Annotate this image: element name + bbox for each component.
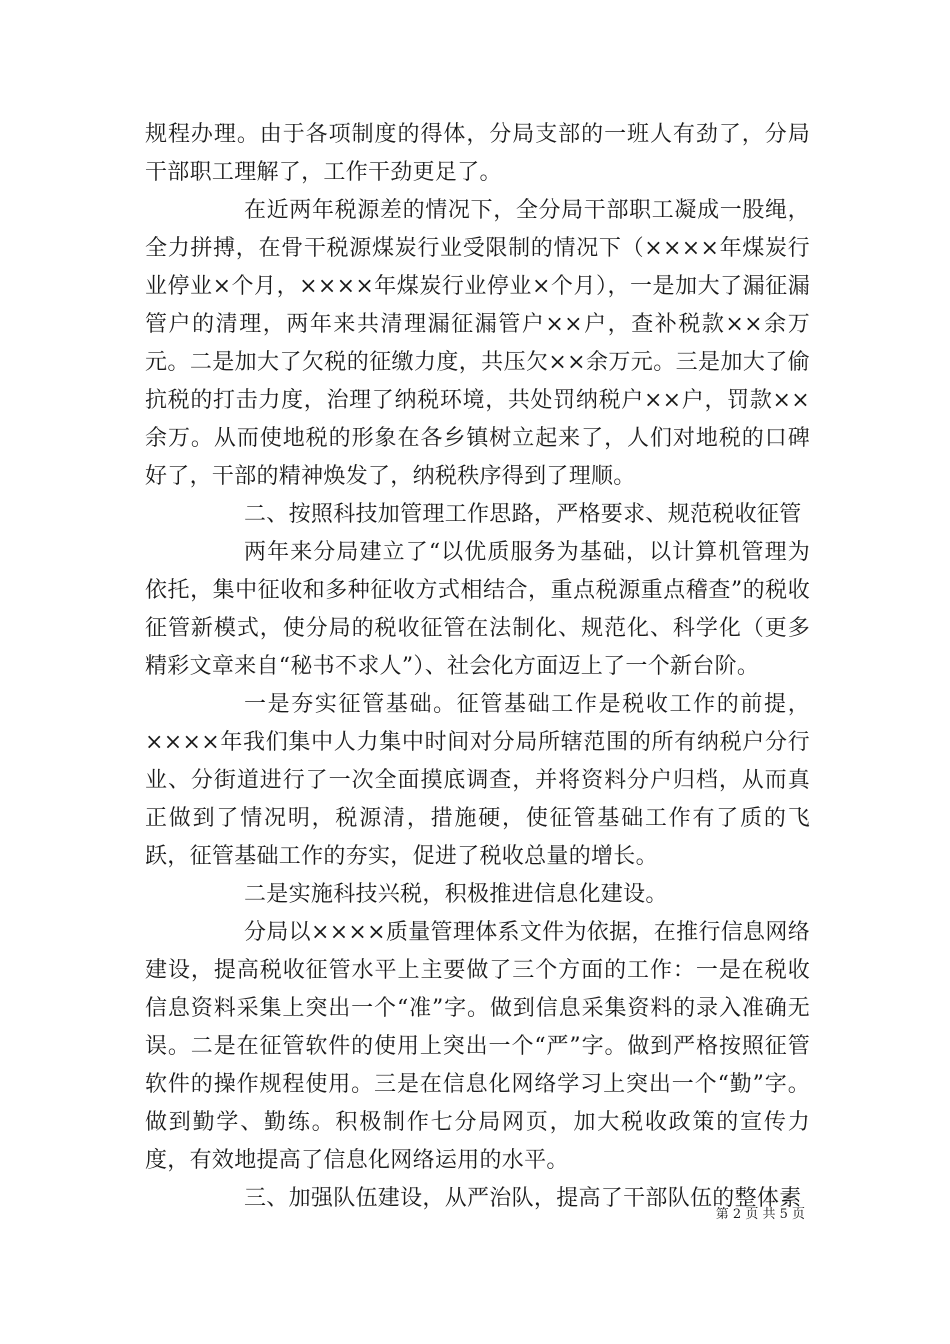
paragraph-information-network: 分局以××××质量管理体系文件为依据，在推行信息网络建设，提高税收征管水平上主要做了三个方面的工作：一是在税收信息资料采集上突出一个“准”字。做到信息采集资料的录入准确无误。二是在征管软件的使用上突出一个“严”字。做到严格按照征管软件的操作规程使用。三是在信息化网络学习上突出一个“勤”字。做到勤学、勤练。积极制作七分局网页，加大税收政策的宣传力度，有效地提高了信息化网络运用的水平。 xyxy=(145,920,810,1173)
paragraph-tax-source: 在近两年税源差的情况下，全分局干部职工凝成一股绳，全力拼搏，在骨干税源煤炭行业受限制的情况下（××××年煤炭行业停业×个月，××××年煤炭行业停业×个月），一是加大了漏征漏管户的清理，两年来共清理漏征漏管户××户，查补税款××余万元。二是加大了欠税的征缴力度，共压欠××余万元。三是加大了偷抗税的打击力度，治理了纳税环境，共处罚纳税户××户，罚款××余万。从而使地税的形象在各乡镇树立起来了，人们对地税的口碑好了，干部的精神焕发了，纳税秩序得到了理顺。 xyxy=(145,198,810,489)
document-body xyxy=(145,116,810,1218)
paragraph-continuation: 规程办理。由于各项制度的得体，分局支部的一班人有劲了，分局干部职工理解了，工作干劲更足了。 xyxy=(145,122,810,185)
section-heading-2: 二、按照科技加管理工作思路，严格要求、规范税收征管 xyxy=(244,502,802,527)
paragraph-tech-heading: 二是实施科技兴税，积极推进信息化建设。 xyxy=(244,882,668,907)
paragraph-collection-model: 两年来分局建立了“以优质服务为基础，以计算机管理为依托，集中征收和多种征收方式相结合，重点税源重点稽查”的税收征管新模式，使分局的税收征管在法制化、规范化、科学化（更多精彩文章来自“秘书不求人”）、社会化方面迈上了一个新台阶。 xyxy=(145,540,810,679)
paragraph-foundation: 一是夯实征管基础。征管基础工作是税收工作的前提，××××年我们集中人力集中时间对分局所辖范围的所有纳税户分行业、分街道进行了一次全面摸底调查，并将资料分户归档，从而真正做到了情况明，税源清，措施硬，使征管基础工作有了质的飞跃，征管基础工作的夯实，促进了税收总量的增长。 xyxy=(145,692,810,869)
page-footer: 第 2 页 共 5 页 xyxy=(715,1207,805,1222)
section-heading-3: 三、加强队伍建设，从严治队，提高了干部队伍的整体素 xyxy=(244,1186,802,1211)
